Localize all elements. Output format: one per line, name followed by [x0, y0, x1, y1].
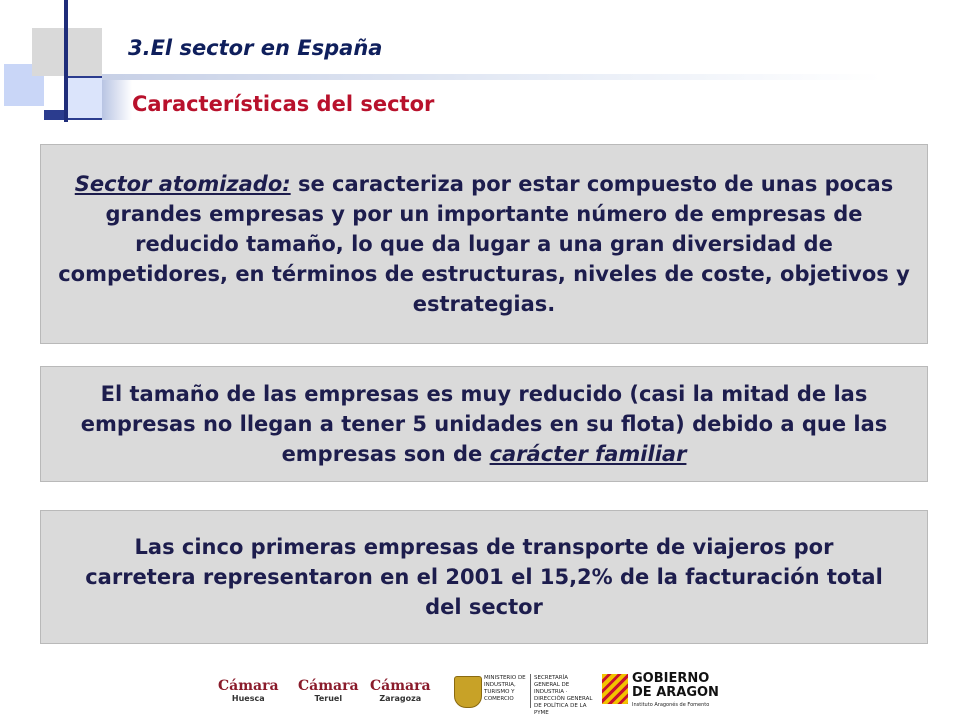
decor-horizontal-line [102, 74, 882, 80]
camara-huesca-logo [218, 678, 279, 704]
box-body: se caracteriza por estar compuesto de unas pocas grandes empresas y por un importante número de empresas de reducido tamaño, lo que da lugar a una gran diversidad de competidores, en términos de estructuras, niveles de coste, objetivos y estrategias. [58, 172, 910, 316]
decor-gradient-block [102, 80, 132, 120]
slide-subtitle: Características del sector [132, 92, 435, 116]
camara-logo-text: Cámara [218, 678, 279, 694]
aragon-line1: GOBIERNO [632, 671, 710, 686]
aragon-name [632, 672, 719, 700]
aragon-line2: DE ARAGON [632, 685, 719, 700]
gobierno-aragon-logo [602, 672, 722, 712]
box-body: El tamaño de las empresas es muy reducido (casi la mitad de las empresas no llegan a tener 5 unidades en su flota) debido a que las empresas son de [80, 382, 888, 466]
ministry-department: SECRETARÍA GENERAL DE INDUSTRIA · DIRECCIÓN GENERAL DE POLÍTICA DE LA PYME [534, 675, 593, 716]
camara-logo-text: Cámara [298, 678, 359, 694]
ministry-name: MINISTERIO DE INDUSTRIA, TURISMO Y COMERCIO [484, 675, 526, 702]
box-term: Sector atomizado: [74, 172, 291, 196]
camara-zaragoza-logo [370, 678, 431, 704]
aragon-flag-icon [602, 674, 628, 704]
ministry-logo [454, 672, 593, 716]
slide-title: 3.El sector en España [128, 36, 383, 60]
decor-square-light-blue [68, 78, 104, 118]
content-box-top-five [40, 510, 928, 644]
box-text [41, 532, 927, 622]
ministry-divider [530, 674, 531, 708]
content-box-company-size [40, 366, 928, 482]
box-term: carácter familiar [489, 442, 687, 466]
decor-vertical-line [64, 0, 68, 122]
box-text [41, 379, 927, 469]
aragon-institute: Instituto Aragonés de Fomento [632, 702, 710, 708]
camara-logo-text: Cámara [370, 678, 431, 694]
camara-teruel-logo [298, 678, 359, 704]
camara-logo-city: Teruel [314, 694, 343, 703]
content-box-atomized [40, 144, 928, 344]
camara-logo-city: Zaragoza [379, 694, 422, 703]
box-body: Las cinco primeras empresas de transporte de viajeros por carretera representaron en el 2001 el 15,2% de la facturación total del sector [85, 535, 883, 619]
box-text [41, 169, 927, 319]
camara-logo-city: Huesca [231, 694, 265, 703]
coat-of-arms-icon [454, 676, 482, 708]
